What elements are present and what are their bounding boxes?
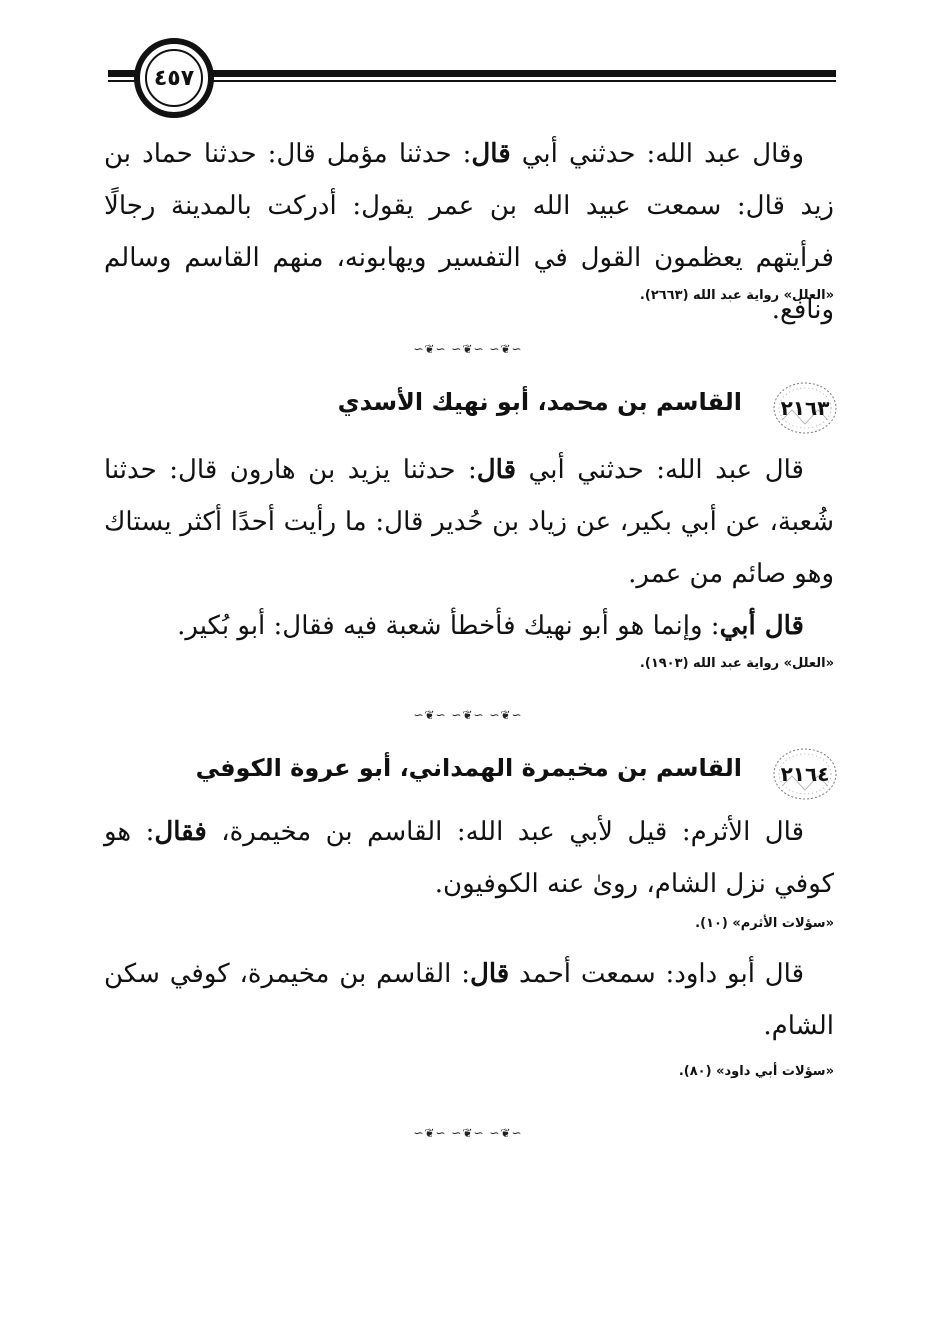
citation: «العلل» رواية عبد الله (١٩٠٣). xyxy=(639,656,834,671)
entry-body xyxy=(104,806,834,910)
text-run: قال الأثرم: قيل لأبي عبد الله: القاسم بن مخيمرة، xyxy=(206,817,804,847)
entry-body xyxy=(104,444,834,652)
entry-number-badge xyxy=(772,746,838,802)
page-number: ٤٥٧ xyxy=(145,49,203,107)
ornament-divider: ∽❦∽ ∽❦∽ ∽❦∽ xyxy=(413,708,523,722)
header-rule-thick xyxy=(108,70,836,77)
entry-heading xyxy=(104,744,838,804)
entry-heading xyxy=(104,378,838,438)
bold-run: قال xyxy=(469,959,510,989)
text-run: : هو كوفي نزل الشام، روىٰ عنه الكوفيون. xyxy=(104,817,834,899)
ornament-divider: ∽❦∽ ∽❦∽ ∽❦∽ xyxy=(413,1126,523,1140)
entry-body xyxy=(104,948,834,1052)
bold-run: قال xyxy=(476,455,516,485)
ornament-divider: ∽❦∽ ∽❦∽ ∽❦∽ xyxy=(413,342,523,356)
text-run: وقال عبد الله: حدثني أبي xyxy=(510,139,805,169)
opening-paragraph-block xyxy=(104,128,834,336)
text-run: : حدثنا يزيد بن هارون قال: حدثنا شُعبة، عن أبي بكير، عن زياد بن حُدير قال: ما رأيت أحدًا أكثر يستاك وهو صائم من عمر. xyxy=(104,455,834,589)
paragraph xyxy=(104,948,834,1052)
entry-title: القاسم بن مخيمرة الهمداني، أبو عروة الكوفي xyxy=(195,754,742,782)
paragraph xyxy=(104,444,834,600)
text-run: : حدثنا مؤمل قال: حدثنا حماد بن زيد قال: سمعت عبيد الله بن عمر يقول: أدركت بالمدينة رجالًا فرأيتهم يعظمون القول في التفسير ويهابونه، منهم القاسم وسالم ونافع. xyxy=(104,139,834,325)
text-run: : القاسم بن مخيمرة، كوفي سكن الشام. xyxy=(104,959,834,1041)
entry-number: ٢١٦٤ xyxy=(780,762,830,786)
bold-run: قال أبي xyxy=(719,611,804,641)
citation: «سؤلات أبي داود» (٨٠). xyxy=(678,1064,834,1079)
page-number-badge xyxy=(134,38,214,118)
citation: «العلل» رواية عبد الله (٢٦٦٣). xyxy=(639,288,834,303)
header-rule-thin xyxy=(108,80,836,82)
bold-run: فقال xyxy=(154,817,207,847)
header-rule xyxy=(108,70,836,84)
paragraph xyxy=(104,806,834,910)
entry-title: القاسم بن محمد، أبو نهيك الأسدي xyxy=(337,388,742,416)
text-run: قال عبد الله: حدثني أبي xyxy=(516,455,804,485)
entry-number: ٢١٦٣ xyxy=(780,396,830,420)
paragraph xyxy=(104,128,834,336)
citation: «سؤلات الأثرم» (١٠). xyxy=(695,916,834,931)
text-run: قال أبو داود: سمعت أحمد xyxy=(509,959,804,989)
text-run: : وإنما هو أبو نهيك فأخطأ شعبة فيه فقال: أبو بُكير. xyxy=(177,611,720,641)
entry-number-badge xyxy=(772,380,838,436)
bold-run: قال xyxy=(471,139,511,169)
paragraph xyxy=(104,600,834,652)
